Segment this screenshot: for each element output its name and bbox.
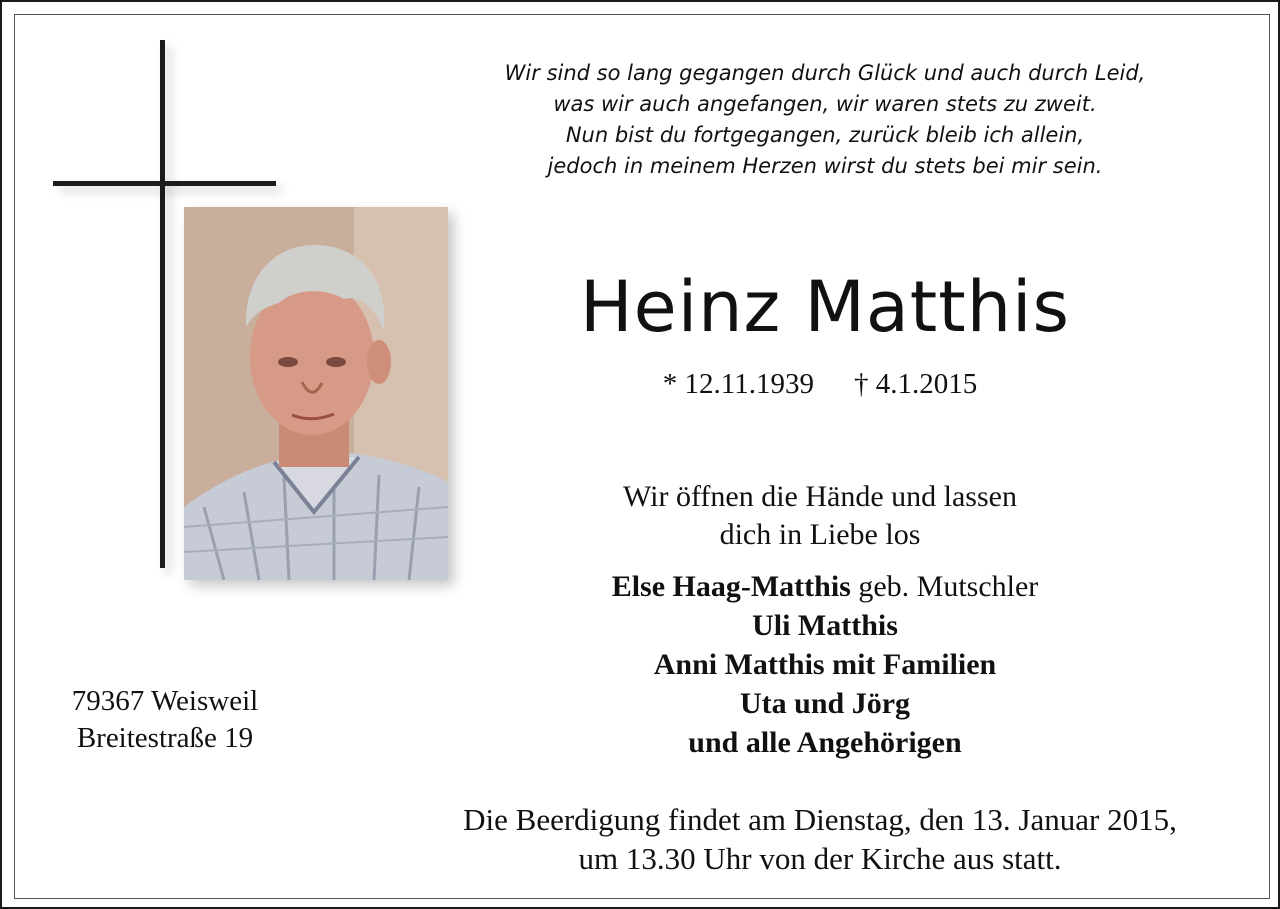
maiden-name: geb. Mutschler	[850, 570, 1039, 603]
quote-line: Wir öffnen die Hände und lassen	[623, 480, 1017, 513]
memorial-poem	[420, 58, 1230, 182]
address-city: 79367 Weisweil	[71, 685, 259, 717]
mourner-name: Uta und Jörg	[739, 687, 911, 720]
death-date: † 4.1.2015	[853, 368, 978, 400]
poem-line: Nun bist du fortgegangen, zurück bleib ich allein,	[565, 123, 1085, 147]
mourner-name: und alle Angehörigen	[688, 726, 962, 759]
deceased-name: Heinz Matthis	[580, 266, 1070, 348]
cross-horizontal-bar	[53, 181, 276, 186]
portrait-photo	[184, 207, 448, 580]
mourner-line	[470, 567, 1180, 606]
family-address	[40, 683, 290, 757]
poem-line: Wir sind so lang gegangen durch Glück und auch durch Leid,	[504, 61, 1146, 85]
cross-vertical-bar	[160, 40, 165, 568]
poem-line: was wir auch angefangen, wir waren stets zu zweit.	[553, 92, 1097, 116]
birth-date: * 12.11.1939	[662, 368, 814, 400]
quote-line: dich in Liebe los	[719, 518, 921, 551]
farewell-quote	[520, 478, 1120, 554]
funeral-line: Die Beerdigung findet am Dienstag, den 13. Januar 2015,	[463, 802, 1177, 837]
mourner-name: Anni Matthis mit Familien	[653, 648, 997, 681]
poem-line: jedoch in meinem Herzen wirst du stets bei mir sein.	[547, 154, 1103, 178]
portrait-illustration	[184, 207, 448, 580]
mourner-name: Uli Matthis	[752, 609, 898, 642]
address-street: Breitestraße 19	[76, 722, 254, 754]
funeral-notice	[400, 800, 1240, 878]
mourner-name: Else Haag-Matthis	[611, 570, 851, 603]
mourners-list	[470, 567, 1180, 762]
life-dates	[560, 364, 1080, 404]
funeral-line: um 13.30 Uhr von der Kirche aus statt.	[578, 841, 1062, 876]
